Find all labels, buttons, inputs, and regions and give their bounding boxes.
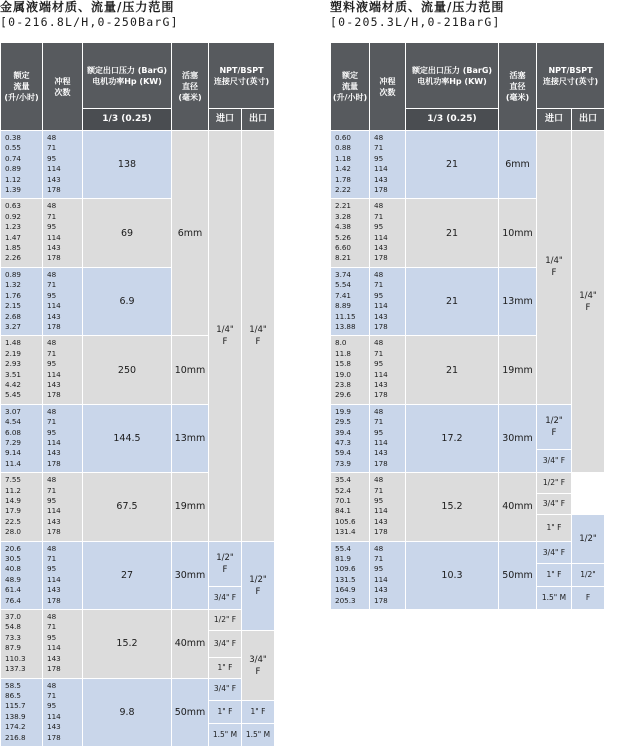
plastic-spec-panel: [330, 0, 626, 610]
strokes-header: 冲程 次数: [370, 43, 406, 131]
strokes-cell: 48 71 95 114 143 178: [43, 541, 83, 609]
ratio-header: 1/3 (0.25): [83, 109, 172, 131]
flow-cell: 37.0 54.8 73.3 87.9 110.3 137.3: [1, 610, 43, 678]
flow-cell: 19.9 29.5 39.4 47.3 59.4 73.9: [331, 404, 370, 472]
flow-cell: 0.63 0.92 1.23 1.47 1.85 2.26: [1, 199, 43, 267]
ratio-header: 1/3 (0.25): [406, 109, 499, 131]
inlet-cell: 3/4" F: [209, 631, 242, 657]
bore-cell: 40mm: [172, 610, 209, 678]
power-cell: 21: [406, 336, 499, 404]
strokes-cell: 48 71 95 114 143 178: [43, 473, 83, 541]
flow-cell: 0.60 0.88 1.18 1.42 1.78 2.22: [331, 131, 370, 199]
bore-cell: 30mm: [172, 541, 209, 609]
inlet-cell: 1/2" F: [537, 473, 572, 494]
power-cell: 27: [83, 541, 172, 609]
strokes-cell: 48 71 95 114 143 178: [43, 404, 83, 472]
bore-cell: 6mm: [499, 131, 537, 199]
outlet-cell: 1/2": [572, 515, 605, 564]
power-cell: 9.8: [83, 678, 172, 746]
strokes-cell: 48 71 95 114 143 178: [43, 267, 83, 335]
strokes-cell: 48 71 95 114 143 178: [370, 131, 406, 199]
strokes-cell: 48 71 95 114 143 178: [370, 473, 406, 541]
power-cell: 6.9: [83, 267, 172, 335]
flow-header: 额定 流量 (升/小时): [331, 43, 370, 131]
power-cell: 21: [406, 199, 499, 267]
strokes-cell: 48 71 95 114 143 178: [43, 610, 83, 678]
flow-header: 额定 流量 (升/小时): [1, 43, 43, 131]
bore-cell: 13mm: [499, 267, 537, 335]
power-header: 额定出口压力 (BarG) 电机功率Hp (KW): [83, 43, 172, 109]
metal-title: 金属液端材质、流量/压力范围: [0, 0, 175, 14]
flow-cell: 3.74 5.54 7.41 8.89 11.15 13.88: [331, 267, 370, 335]
power-cell: 144.5: [83, 404, 172, 472]
inlet-cell: 1/2" F: [537, 404, 572, 450]
flow-cell: 55.4 81.9 109.6 131.5 164.9 205.3: [331, 541, 370, 609]
metal-spec-panel: [0, 0, 312, 747]
strokes-cell: 48 71 95 114 143 178: [370, 404, 406, 472]
outlet-cell: 1/4" F: [242, 131, 275, 542]
outlet-cell: 1/2" F: [242, 541, 275, 630]
strokes-header: 冲程 次数: [43, 43, 83, 131]
inlet-cell: 1.5" M: [209, 724, 242, 747]
connection-header: NPT/BSPT 连接尺寸(英寸): [537, 43, 605, 109]
plastic-spec-table: [330, 42, 605, 610]
strokes-cell: 48 71 95 114 143 178: [43, 336, 83, 404]
outlet-cell: 1/4" F: [572, 131, 605, 473]
connection-header: NPT/BSPT 连接尺寸(英寸): [209, 43, 275, 109]
bore-cell: 30mm: [499, 404, 537, 472]
power-header: 额定出口压力 (BarG) 电机功率Hp (KW): [406, 43, 499, 109]
outlet-cell: F: [572, 587, 605, 610]
inlet-cell: 3/4" F: [537, 450, 572, 473]
inlet-cell: 1" F: [537, 564, 572, 587]
plastic-subtitle: [0-205.3L/H,0-21BarG]: [330, 15, 501, 29]
flow-cell: 1.48 2.19 2.93 3.51 4.42 5.45: [1, 336, 43, 404]
flow-cell: 2.21 3.28 4.38 5.26 6.60 8.21: [331, 199, 370, 267]
strokes-cell: 48 71 95 114 143 178: [43, 678, 83, 746]
power-cell: 10.3: [406, 541, 499, 609]
power-cell: 15.2: [406, 473, 499, 541]
outlet-cell: 1/2": [572, 564, 605, 587]
flow-cell: 0.38 0.55 0.74 0.89 1.12 1.39: [1, 131, 43, 199]
outlet-cell: 1" F: [242, 701, 275, 724]
inlet-cell: 1" F: [209, 701, 242, 724]
power-cell: 250: [83, 336, 172, 404]
power-cell: 69: [83, 199, 172, 267]
flow-cell: 7.55 11.2 14.9 17.9 22.5 28.0: [1, 473, 43, 541]
inlet-cell: 1/4" F: [537, 131, 572, 405]
strokes-cell: 48 71 95 114 143 178: [370, 267, 406, 335]
strokes-cell: 48 71 95 114 143 178: [43, 199, 83, 267]
power-cell: 15.2: [83, 610, 172, 678]
metal-spec-table: [0, 42, 275, 747]
strokes-cell: 48 71 95 114 143 178: [370, 199, 406, 267]
plastic-title: 塑料液端材质、流量/压力范围: [330, 0, 505, 14]
outlet-cell: 1.5" M: [242, 724, 275, 747]
power-cell: 17.2: [406, 404, 499, 472]
metal-subtitle: [0-216.8L/H,0-250BarG]: [0, 15, 179, 29]
strokes-cell: 48 71 95 114 143 178: [43, 131, 83, 199]
bore-cell: 10mm: [499, 199, 537, 267]
bore-cell: 13mm: [172, 404, 209, 472]
inlet-cell: 3/4" F: [209, 678, 242, 701]
inlet-cell: 3/4" F: [537, 494, 572, 515]
outlet-cell: 3/4" F: [242, 631, 275, 701]
bore-cell: 40mm: [499, 473, 537, 541]
bore-cell: 19mm: [499, 336, 537, 404]
power-cell: 67.5: [83, 473, 172, 541]
bore-cell: 6mm: [172, 131, 209, 336]
inlet-cell: 1" F: [209, 657, 242, 678]
flow-cell: 58.5 86.5 115.7 138.9 174.2 216.8: [1, 678, 43, 746]
inlet-header: 进口: [209, 109, 242, 131]
power-cell: 138: [83, 131, 172, 199]
inlet-cell: 1/4" F: [209, 131, 242, 542]
inlet-cell: 1/2" F: [209, 541, 242, 587]
flow-cell: 35.4 52.4 70.1 84.1 105.6 131.4: [331, 473, 370, 541]
inlet-cell: 1.5" M: [537, 587, 572, 610]
flow-cell: 3.07 4.54 6.08 7.29 9.14 11.4: [1, 404, 43, 472]
outlet-header: 出口: [572, 109, 605, 131]
flow-cell: 8.0 11.8 15.8 19.0 23.8 29.6: [331, 336, 370, 404]
inlet-cell: 1/2" F: [209, 610, 242, 631]
flow-cell: 20.6 30.5 40.8 48.9 61.4 76.4: [1, 541, 43, 609]
inlet-header: 进口: [537, 109, 572, 131]
flow-cell: 0.89 1.32 1.76 2.15 2.68 3.27: [1, 267, 43, 335]
strokes-cell: 48 71 95 114 143 178: [370, 541, 406, 609]
bore-header: 活塞 直径 (毫米): [172, 43, 209, 131]
bore-cell: 50mm: [172, 678, 209, 746]
inlet-cell: 1" F: [537, 515, 572, 541]
strokes-cell: 48 71 95 114 143 178: [370, 336, 406, 404]
bore-cell: 19mm: [172, 473, 209, 541]
inlet-cell: 3/4" F: [209, 587, 242, 610]
inlet-cell: 3/4" F: [537, 541, 572, 564]
bore-cell: 10mm: [172, 336, 209, 404]
bore-cell: 50mm: [499, 541, 537, 609]
outlet-header: 出口: [242, 109, 275, 131]
power-cell: 21: [406, 267, 499, 335]
power-cell: 21: [406, 131, 499, 199]
bore-header: 活塞 直径 (毫米): [499, 43, 537, 131]
